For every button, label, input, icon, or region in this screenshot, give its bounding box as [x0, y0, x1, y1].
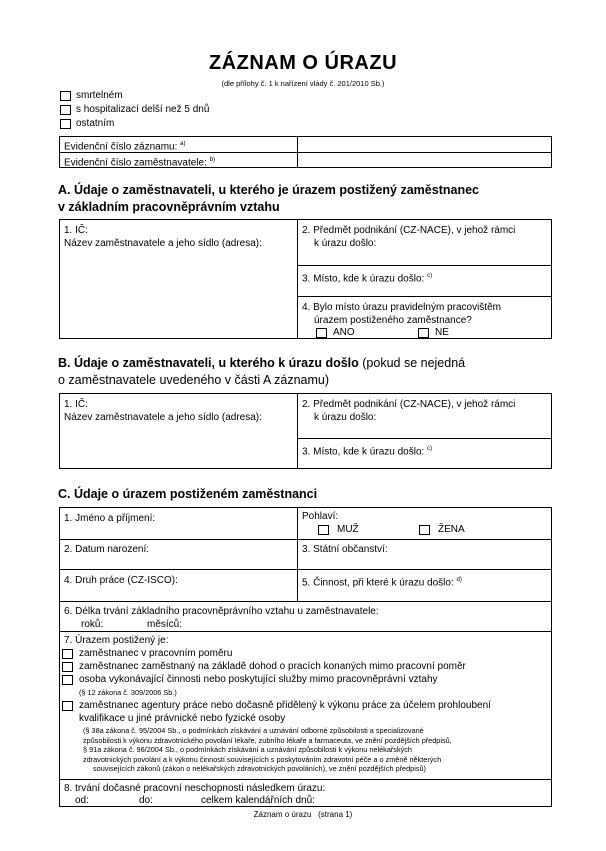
- male-option[interactable]: [318, 524, 359, 535]
- divider: [59, 601, 552, 602]
- checkbox[interactable]: [60, 105, 71, 115]
- status-option-label: zaměstnanec v pracovním poměru: [79, 648, 233, 659]
- divider: [59, 779, 552, 780]
- from-label: od:: [75, 795, 89, 806]
- checkbox[interactable]: [418, 328, 429, 338]
- option-label: ostatním: [76, 118, 115, 129]
- citizenship-label: 3. Státní občanství:: [302, 544, 388, 555]
- divider: [297, 393, 298, 469]
- section-a-yes-option[interactable]: [316, 327, 355, 338]
- section-a-item4-label: 4. Bylo místo úrazu pravidelným pracovištěm úrazem postiženého zaměstnance?: [302, 302, 501, 326]
- status-label: 7. Úrazem postižený je:: [64, 635, 169, 646]
- to-label: do:: [139, 795, 153, 806]
- divider: [59, 539, 552, 540]
- option-hospitalization[interactable]: [60, 104, 209, 115]
- section-a-employer-name-label: Název zaměstnavatele a jeho sídlo (adresa):: [64, 238, 262, 249]
- gender-label: Pohlaví:: [302, 511, 339, 522]
- section-b-ic-label: 1. IČ:: [64, 399, 88, 410]
- divider: [297, 296, 552, 297]
- section-b-item3-label: 3. Místo, kde k úrazu došlo: $^{c)}$: [302, 446, 433, 458]
- record-number-field[interactable]: [299, 137, 551, 151]
- status-option-employment[interactable]: [62, 648, 232, 659]
- section-a-ic-label: 1. IČ:: [64, 225, 88, 236]
- incapacity-label: 8. trvání dočasné pracovní neschopnosti následkem úrazu:: [64, 783, 326, 794]
- status-option-agency[interactable]: [62, 700, 491, 711]
- option-label: s hospitalizací delší než 5 dnů: [76, 104, 210, 115]
- checkbox[interactable]: [60, 119, 71, 129]
- status-option-agreement[interactable]: [62, 661, 466, 672]
- work-type-label: 4. Druh práce (CZ-ISCO):: [64, 575, 178, 586]
- option-other[interactable]: [60, 118, 114, 129]
- section-b-heading: B. Údaje o zaměstnavateli, u kterého k úrazu došlo (pokud se nejedná o zaměstnavatele uvedeného v části A záznamu): [58, 356, 466, 387]
- employment-duration-label: 6. Délka trvání základního pracovněprávního vztahu u zaměstnavatele:: [64, 606, 379, 617]
- record-number-label: Evidenční číslo záznamu: $^{a)}$: [64, 141, 186, 153]
- section-a-item3-label: 3. Místo, kde k úrazu došlo: $^{c)}$: [302, 273, 433, 285]
- employer-number-field[interactable]: [299, 153, 551, 167]
- checkbox[interactable]: [62, 675, 73, 685]
- status-option-label: zaměstnanec zaměstnaný na základě dohod o pracích konaných mimo pracovní poměr: [79, 661, 466, 672]
- section-c-heading: C. Údaje o úrazem postiženém zaměstnanci: [58, 487, 318, 501]
- section-a-no-option[interactable]: [418, 327, 449, 338]
- divider: [297, 265, 552, 266]
- checkbox[interactable]: [62, 701, 73, 711]
- page-title: ZÁZNAM O ÚRAZU: [208, 52, 398, 74]
- birth-date-label: 2. Datum narození:: [64, 544, 150, 555]
- divider: [59, 569, 552, 570]
- divider: [59, 631, 552, 632]
- total-days-label: celkem kalendářních dnů:: [201, 795, 315, 806]
- option-fatal[interactable]: [60, 90, 123, 101]
- checkbox[interactable]: [62, 662, 73, 672]
- employer-number-label: Evidenční číslo zaměstnavatele: $^{b)}$: [64, 157, 215, 169]
- status-option-label: zaměstnanec agentury práce nebo dočasně přidělený k výkonu práce za účelem prohloubení: [79, 700, 491, 711]
- no-label: NE: [435, 327, 449, 338]
- female-label: ŽENA: [438, 524, 465, 535]
- status-note: (§ 12 zákona č. 309/2006 Sb.): [79, 688, 177, 697]
- page-subtitle: (dle přílohy č. 1 k nařízení vlády č. 201/2010 Sb.): [221, 79, 385, 88]
- male-label: MUŽ: [337, 524, 359, 535]
- yes-label: ANO: [333, 327, 355, 338]
- section-a-heading: A. Údaje o zaměstnavateli, u kterého je úrazem postižený zaměstnanec v základním pracovněprávním vztahu: [58, 183, 479, 214]
- years-label: roků:: [81, 619, 104, 630]
- section-a-item2-label: 2. Předmět podnikání (CZ-NACE), v jehož rámci k úrazu došlo:: [302, 225, 516, 249]
- status-option-label: osoba vykonávající činnosti nebo poskytující služby mimo pracovněprávní vztahy: [79, 674, 438, 685]
- divider: [297, 507, 298, 601]
- option-label: smrtelném: [76, 90, 123, 101]
- checkbox[interactable]: [62, 649, 73, 659]
- female-option[interactable]: [419, 524, 465, 535]
- section-b-employer-name-label: Název zaměstnavatele a jeho sídlo (adresa):: [64, 412, 262, 423]
- checkbox[interactable]: [60, 91, 71, 101]
- checkbox[interactable]: [318, 525, 329, 535]
- checkbox[interactable]: [316, 328, 327, 338]
- activity-label: 5. Činnost, při které k úrazu došlo: $^{d)}$: [302, 577, 462, 589]
- page-footer: Záznam o úrazu (strana 1): [253, 810, 353, 819]
- name-label: 1. Jméno a příjmení:: [64, 513, 156, 524]
- divider: [297, 438, 552, 439]
- section-b-item2-label: 2. Předmět podnikání (CZ-NACE), v jehož rámci k úrazu došlo:: [302, 399, 516, 423]
- divider: [297, 136, 298, 168]
- divider: [297, 219, 298, 339]
- legal-note: (§ 38a zákona č. 95/2004 Sb., o podmínkách získávání a uznávání odborné způsobilosti a specializované způsobilosti k výkonu zdravotnického povolání lékaře, zubního lékaře a farmaceuta, ve znění pozdějších předpisů, § 91a zákona č. 96/2004 Sb., o podmínkách získávání a uznávání způsobilosti k výkonu nelékařských zdravotnických povolání a k výkonu činností souvisejících s poskytováním zdravotní péče a o změně některých souvisejících zákonů (zákon o nelékařských zdravotnických povoláních), ve znění pozdějších předpisů): [83, 726, 452, 773]
- agency-line2: kvalifikace u jiné právnické nebo fyzické osoby: [79, 713, 286, 724]
- months-label: měsíců:: [147, 619, 183, 630]
- checkbox[interactable]: [419, 525, 430, 535]
- status-option-services[interactable]: [62, 674, 438, 685]
